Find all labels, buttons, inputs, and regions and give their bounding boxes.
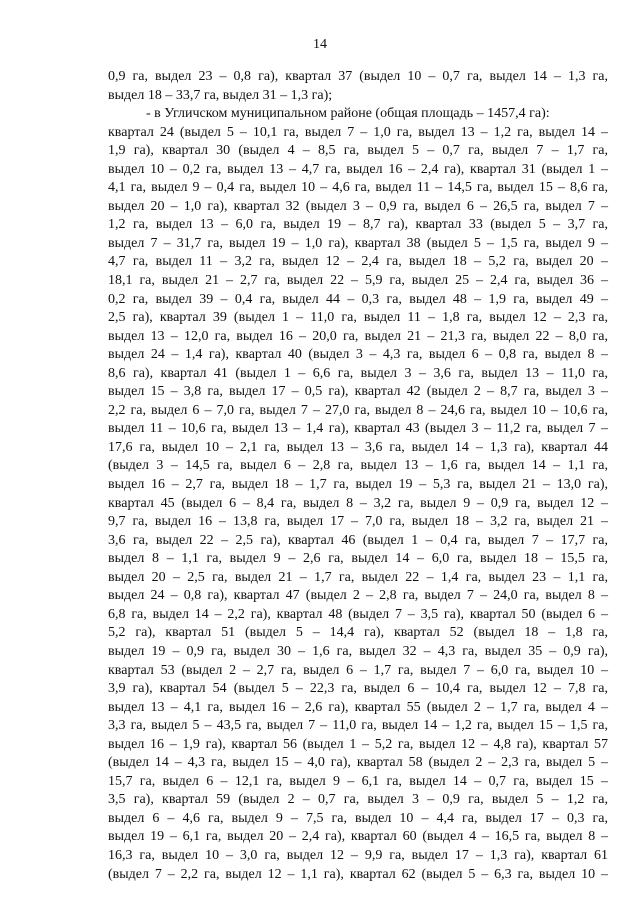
text-line: 2,5 га), квартал 39 (выдел 1 – 11,0 га, выдел 11 – 1,8 га, выдел 12 – 2,3 га, [108, 310, 608, 326]
text-line: квартал 24 (выдел 5 – 10,1 га, выдел 7 – 1,0 га, выдел 13 – 1,2 га, выдел 14 – [108, 124, 608, 140]
text-line: выдел 20 – 2,5 га, выдел 21 – 1,7 га, выдел 22 – 1,4 га, выдел 23 – 1,1 га, [108, 569, 608, 585]
text-line: выдел 20 – 1,0 га), квартал 32 (выдел 3 – 0,9 га, выдел 6 – 26,5 га, выдел 7 – [108, 198, 608, 214]
text-line: 16,3 га, выдел 10 – 3,0 га, выдел 12 – 9,9 га, выдел 17 – 1,3 га), квартал 61 [108, 847, 608, 863]
text-line: (выдел 3 – 14,5 га, выдел 6 – 2,8 га, выдел 13 – 1,6 га, выдел 14 – 1,1 га, [108, 458, 608, 474]
text-line: выдел 15 – 3,8 га, выдел 17 – 0,5 га), квартал 42 (выдел 2 – 8,7 га, выдел 3 – [108, 384, 608, 400]
text-line: выдел 19 – 0,9 га, выдел 30 – 1,6 га, выдел 32 – 4,3 га, выдел 35 – 0,9 га), [108, 643, 608, 659]
text-line: 5,2 га), квартал 51 (выдел 5 – 14,4 га), квартал 52 (выдел 18 – 1,8 га, [108, 625, 608, 641]
text-line: 9,7 га, выдел 16 – 13,8 га, выдел 17 – 7,0 га, выдел 18 – 3,2 га, выдел 21 – [108, 514, 608, 530]
text-line: 2,2 га, выдел 6 – 7,0 га, выдел 7 – 27,0 га, выдел 8 – 24,6 га, выдел 10 – 10,6 га, [108, 402, 608, 418]
body-text [108, 68, 608, 884]
text-line: 1,2 га, выдел 13 – 6,0 га, выдел 19 – 8,7 га), квартал 33 (выдел 5 – 3,7 га, [108, 217, 608, 233]
text-line: (выдел 14 – 4,3 га, выдел 15 – 4,0 га), квартал 58 (выдел 2 – 2,3 га, выдел 5 – [108, 755, 608, 771]
text-line: 3,9 га), квартал 54 (выдел 5 – 22,3 га, выдел 6 – 10,4 га, выдел 12 – 7,8 га, [108, 681, 608, 697]
text-line: 4,7 га, выдел 11 – 3,2 га, выдел 12 – 2,4 га, выдел 18 – 5,2 га, выдел 20 – [108, 254, 608, 270]
text-line: выдел 24 – 1,4 га), квартал 40 (выдел 3 – 4,3 га, выдел 6 – 0,8 га, выдел 8 – [108, 347, 608, 363]
text-line: 1,9 га), квартал 30 (выдел 4 – 8,5 га, выдел 5 – 0,7 га, выдел 7 – 1,7 га, [108, 143, 608, 159]
text-line: 6,8 га, выдел 14 – 2,2 га), квартал 48 (выдел 7 – 3,5 га), квартал 50 (выдел 6 – [108, 606, 608, 622]
text-line: 15,7 га, выдел 6 – 12,1 га, выдел 9 – 6,1 га, выдел 14 – 0,7 га, выдел 15 – [108, 773, 608, 789]
text-line: выдел 10 – 0,2 га, выдел 13 – 4,7 га, выдел 16 – 2,4 га), квартал 31 (выдел 1 – [108, 161, 608, 177]
text-line: 18,1 га, выдел 21 – 2,7 га, выдел 22 – 5,9 га, выдел 25 – 2,4 га, выдел 36 – [108, 273, 608, 289]
text-line: выдел 16 – 1,9 га), квартал 56 (выдел 1 – 5,2 га, выдел 12 – 4,8 га), квартал 57 [108, 736, 608, 752]
text-line: 0,9 га, выдел 23 – 0,8 га), квартал 37 (выдел 10 – 0,7 га, выдел 14 – 1,3 га, [108, 69, 608, 84]
text-line: квартал 53 (выдел 2 – 2,7 га, выдел 6 – 1,7 га, выдел 7 – 6,0 га, выдел 10 – [108, 662, 608, 678]
text-line: выдел 19 – 6,1 га, выдел 20 – 2,4 га), квартал 60 (выдел 4 – 16,5 га, выдел 8 – [108, 829, 608, 845]
text-line: 3,6 га, выдел 22 – 2,5 га), квартал 46 (выдел 1 – 0,4 га, выдел 7 – 17,7 га, [108, 532, 608, 548]
text-line: 3,5 га), квартал 59 (выдел 2 – 0,7 га, выдел 3 – 0,9 га, выдел 5 – 1,2 га, [108, 792, 608, 808]
text-line: квартал 45 (выдел 6 – 8,4 га, выдел 8 – 3,2 га, выдел 9 – 0,9 га, выдел 12 – [108, 495, 608, 511]
text-line: 17,6 га, выдел 10 – 2,1 га, выдел 13 – 3,6 га, выдел 14 – 1,3 га), квартал 44 [108, 439, 608, 455]
list-item-uglich-district: - в Угличском муниципальном районе (общая площадь – 1457,4 га): [146, 106, 550, 122]
text-line: выдел 18 – 33,7 га, выдел 31 – 1,3 га); [108, 87, 333, 103]
text-line: 8,6 га), квартал 41 (выдел 1 – 6,6 га, выдел 3 – 3,6 га, выдел 13 – 11,0 га, [108, 365, 608, 381]
text-line: выдел 7 – 31,7 га, выдел 19 – 1,0 га), квартал 38 (выдел 5 – 1,5 га, выдел 9 – [108, 235, 608, 251]
text-line: 0,2 га, выдел 39 – 0,4 га, выдел 44 – 0,3 га, выдел 48 – 1,9 га, выдел 49 – [108, 291, 608, 307]
text-line: выдел 13 – 4,1 га, выдел 16 – 2,6 га), квартал 55 (выдел 2 – 1,7 га, выдел 4 – [108, 699, 608, 715]
text-line: выдел 11 – 10,6 га, выдел 13 – 1,4 га), квартал 43 (выдел 3 – 11,2 га, выдел 7 – [108, 421, 608, 437]
page-number: 14 [313, 37, 327, 52]
text-line: (выдел 7 – 2,2 га, выдел 12 – 1,1 га), квартал 62 (выдел 5 – 6,3 га, выдел 10 – [108, 866, 608, 882]
text-line: 4,1 га, выдел 9 – 0,4 га, выдел 10 – 4,6 га, выдел 11 – 14,5 га, выдел 15 – 8,6 га, [108, 180, 608, 196]
text-line: выдел 13 – 12,0 га, выдел 16 – 20,0 га, выдел 21 – 21,3 га, выдел 22 – 8,0 га, [108, 328, 608, 344]
text-line: выдел 8 – 1,1 га, выдел 9 – 2,6 га, выдел 14 – 6,0 га, выдел 18 – 15,5 га, [108, 551, 608, 567]
text-line: выдел 24 – 0,8 га), квартал 47 (выдел 2 – 2,8 га, выдел 7 – 24,0 га, выдел 8 – [108, 588, 608, 604]
text-line: выдел 6 – 4,6 га, выдел 9 – 7,5 га, выдел 10 – 4,4 га, выдел 17 – 0,3 га, [108, 810, 608, 826]
text-line: 3,3 га, выдел 5 – 43,5 га, выдел 7 – 11,0 га, выдел 14 – 1,2 га, выдел 15 – 1,5 га, [108, 718, 608, 734]
text-line: выдел 16 – 2,7 га, выдел 18 – 1,7 га, выдел 19 – 5,3 га, выдел 21 – 13,0 га), [108, 477, 608, 493]
